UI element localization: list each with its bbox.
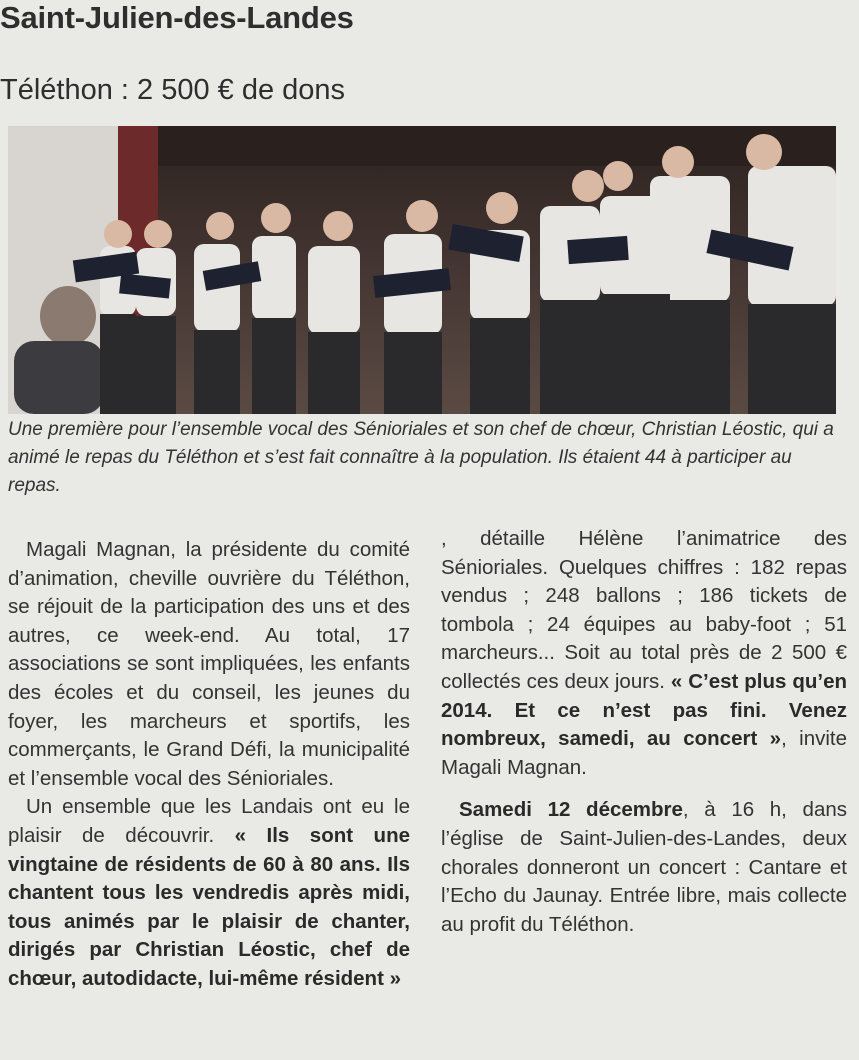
paragraph-ensemble xyxy=(8,793,410,993)
paragraph-figures-text: , détaille Hélène l’animatrice des Sénioriales. Quelques chiffres : 182 repas vendus ; 248 ballons ; 186 tickets de tombola ; 24 équipes au baby-foot ; 51 marcheurs... Soit au total près de 2 500 € collectés ces deux jours. xyxy=(441,527,847,693)
column-left xyxy=(8,536,410,994)
resident-quote: « Ils sont une vingtaine de résidents de 60 à 80 ans. Ils chantent tous les vendredis après midi, tous animés par le plaisir de chanter, dirigés par Christian Léostic, chef de chœur, autodidacte, lui-même résident » xyxy=(8,823,410,990)
bleed-through-text xyxy=(455,0,859,122)
choir-photo xyxy=(8,126,836,414)
paragraph-intro: Magali Magnan, la présidente du comité d’animation, cheville ouvrière du Téléthon, se réjouit de la participation des uns et des autres, ce week-end. Au total, 17 associations se sont impliquées, les enfants des écoles et du conseil, les jeunes du foyer, les marcheurs et sportifs, les commerçants, le Grand Défi, la municipalité et l’ensemble vocal des Sénioriales. xyxy=(8,538,410,790)
subheadline: Téléthon : 2 500 € de dons xyxy=(0,74,346,106)
paragraph-concert xyxy=(441,796,847,939)
concert-date: Samedi 12 décembre xyxy=(459,798,683,822)
headline: Saint-Julien-des-Landes xyxy=(0,0,354,35)
president-quote: « C’est plus qu’en 2014. Et ce n’est pas fini. Venez nombreux, samedi, au concert » xyxy=(441,669,848,751)
quote-attribution: , invite Magali Magnan. xyxy=(441,727,848,779)
choir-illustration xyxy=(8,126,836,414)
column-right xyxy=(441,525,847,939)
paragraph-ensemble-text: Un ensemble que les Landais ont eu le plaisir de découvrir. xyxy=(8,795,410,847)
paragraph-figures xyxy=(441,525,847,782)
photo-caption: Une première pour l’ensemble vocal des Sénioriales et son chef de chœur, Christian Léostic, qui a animé le repas du Téléthon et s’est fait connaître à la population. Ils étaient 44 à participer au repas. xyxy=(8,419,834,496)
concert-details: , à 16 h, dans l’église de Saint-Julien-des-Landes, deux chorales donneront un concert : Cantare et l’Echo du Jaunay. Entrée libre, mais collecte au profit du Téléthon. xyxy=(441,798,847,936)
